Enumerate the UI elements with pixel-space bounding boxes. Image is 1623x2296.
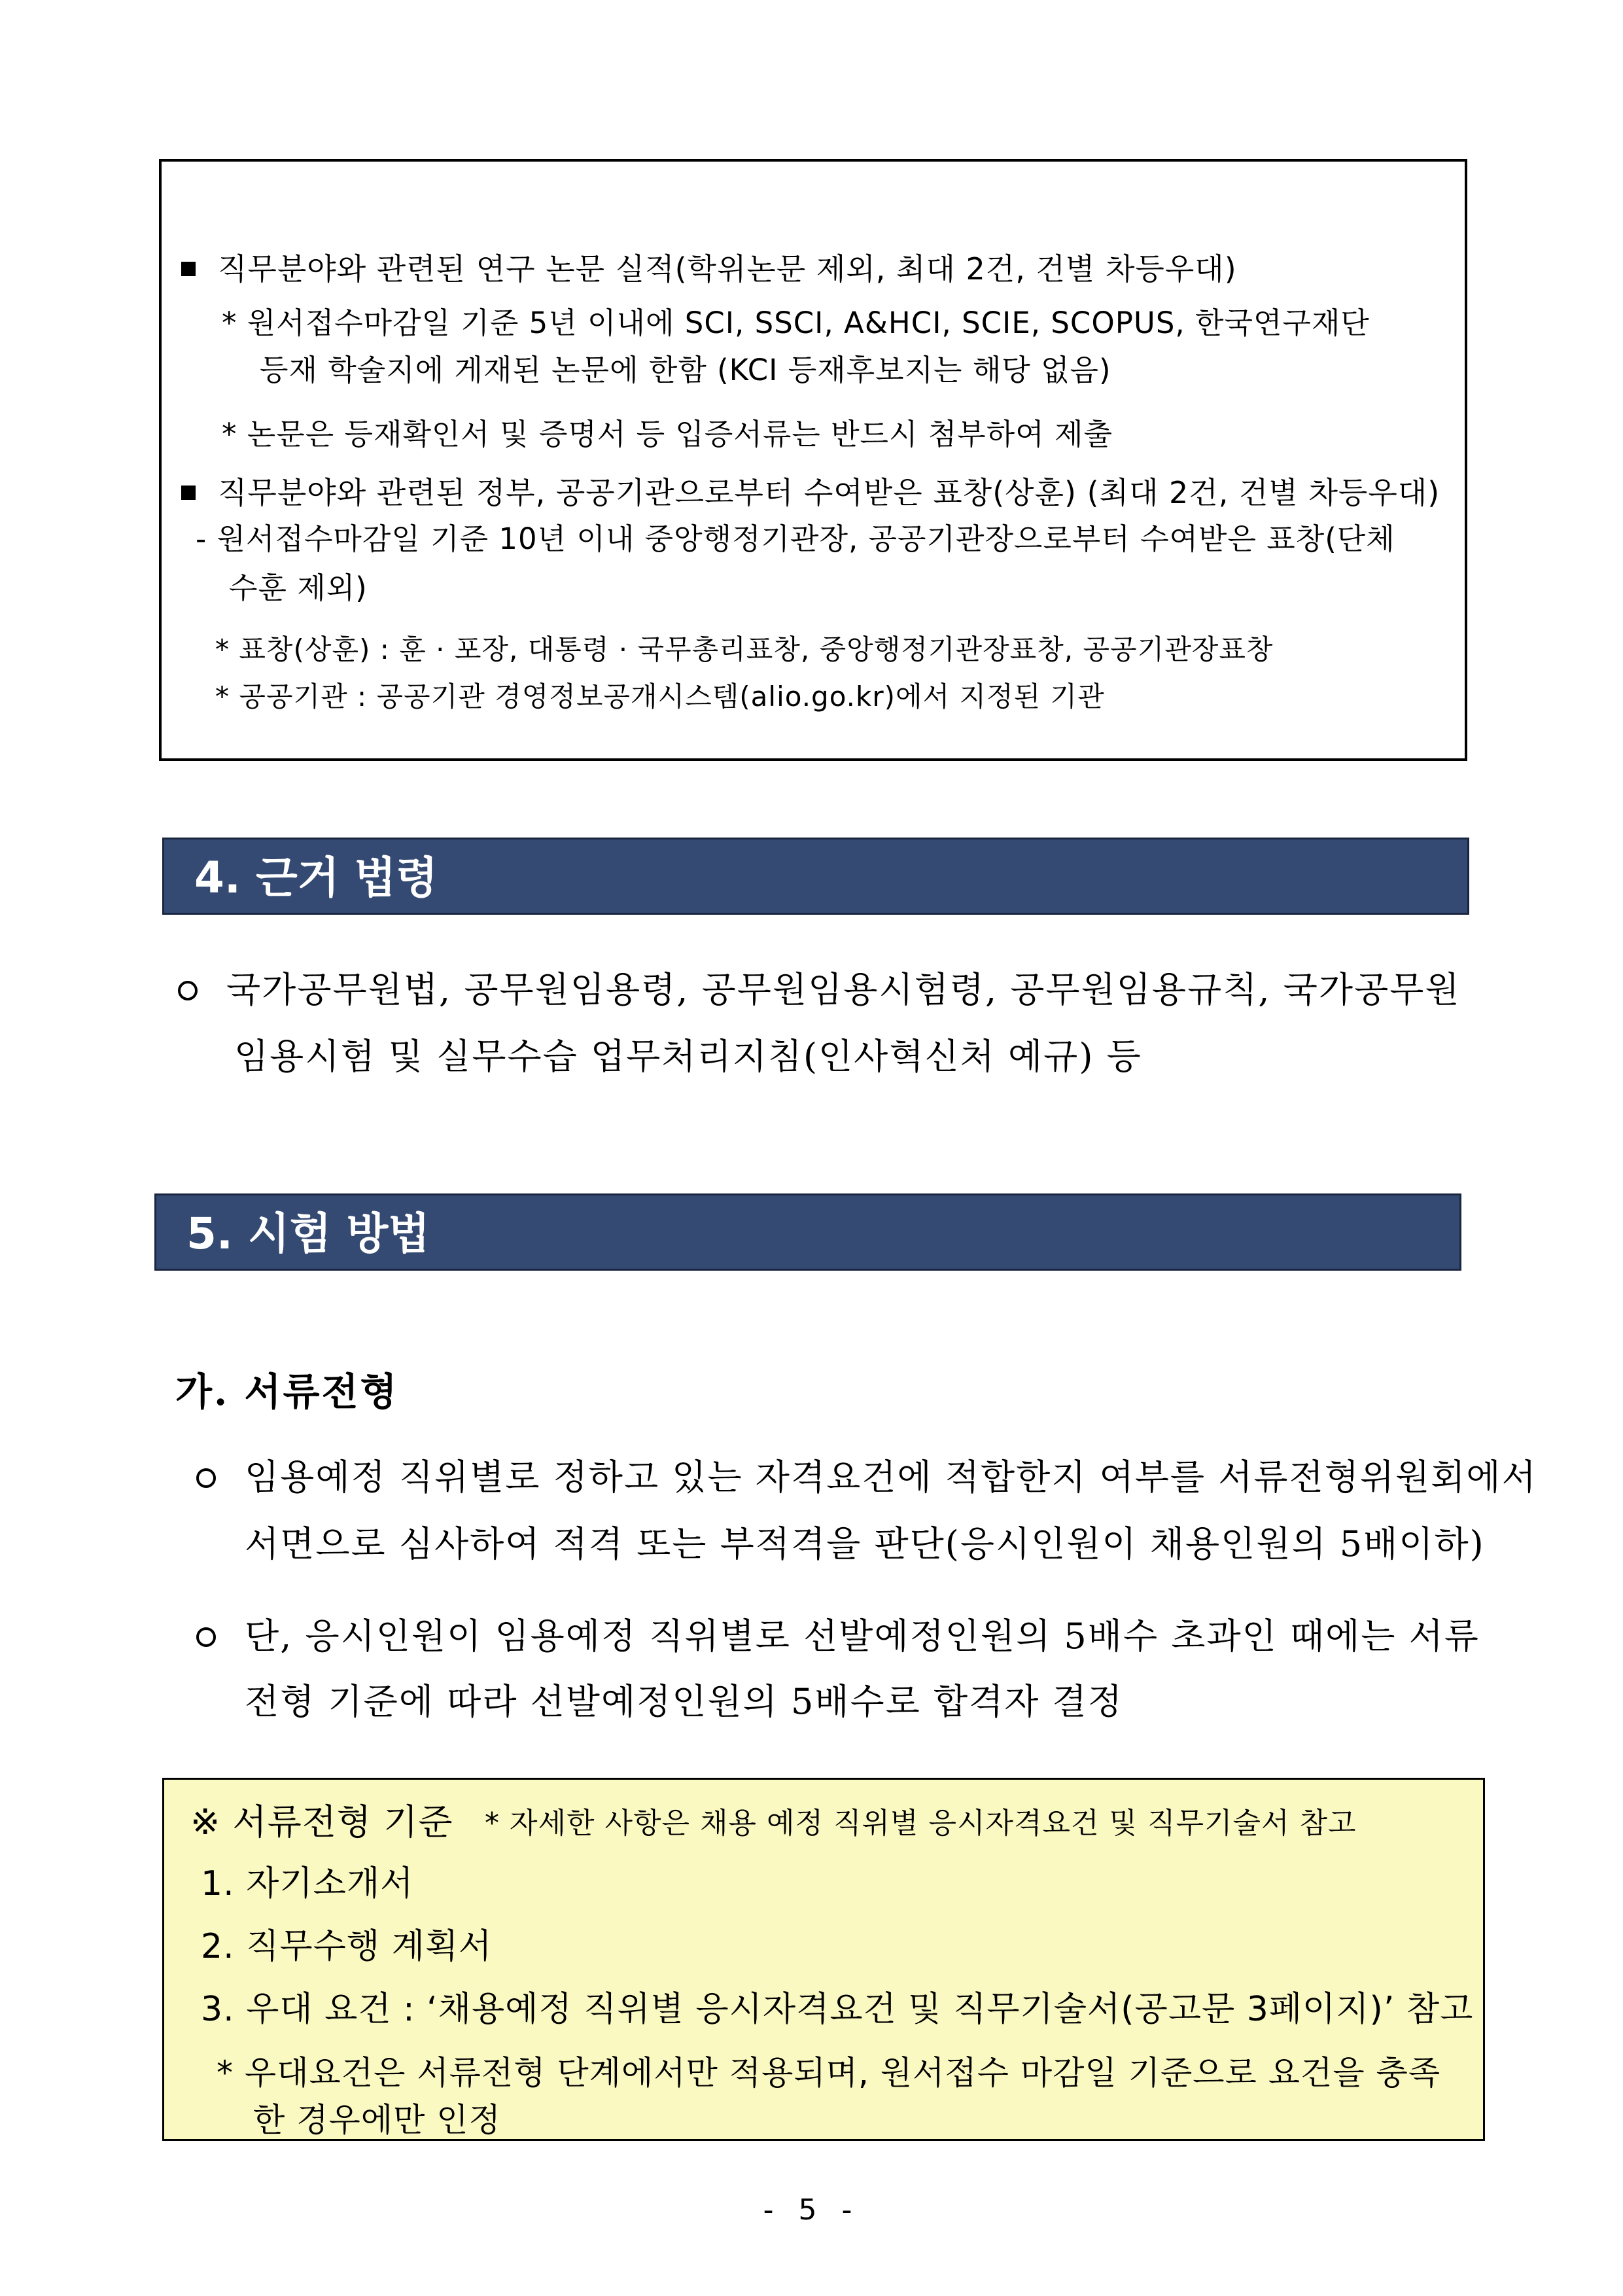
section-5-header [154, 1193, 1461, 1271]
bullet-text: 직무분야와 관련된 연구 논문 실적(학위논문 제외, 최대 2건, 건별 차등우대) [218, 251, 1237, 287]
bullet-awards [181, 469, 1440, 512]
note-award-types: * 표창(상훈) : 훈 · 포장, 대통령 · 국무총리표창, 중앙행정기관장표창, 공공기관장표창 [215, 633, 1274, 665]
circle-bullet-icon [196, 1468, 216, 1488]
section-4-header [162, 838, 1469, 915]
section-4-title: 4. 근거 법령 [194, 853, 438, 903]
paragraph-2-line2: 전형 기준에 따라 선발예정인원의 5배수로 합격자 결정 [245, 1681, 1123, 1722]
note-paper-journals-line2: 등재 학술지에 게재된 논문에 한함 (KCI 등재후보지는 해당 없음) [260, 353, 1111, 387]
section-5-title: 5. 시험 방법 [186, 1209, 430, 1259]
note-paper-journals-line1: * 원서접수마감일 기준 5년 이내에 SCI, SSCI, A&HCI, SCIE, SCOPUS, 한국연구재단 [222, 306, 1370, 340]
criteria-note-line2: 한 경우에만 인정 [253, 2101, 501, 2139]
square-bullet-icon [181, 486, 196, 500]
paragraph-2-line1: 단, 응시인원이 임용예정 직위별로 선발예정인원의 5배수 초과인 때에는 서류 [245, 1616, 1480, 1657]
preference-criteria-box [159, 159, 1467, 761]
bullet-text: 직무분야와 관련된 정부, 공공기관으로부터 수여받은 표창(상훈) (최대 2건, 건별 차등우대) [218, 475, 1440, 510]
section-4-line2: 임용시험 및 실무수습 업무처리지침(인사혁신처 예규) 등 [234, 1036, 1142, 1077]
criteria-heading-note: * 자세한 사항은 채용 예정 직위별 응시자격요건 및 직무기술서 참고 [485, 1807, 1357, 1840]
circle-bullet-icon [178, 981, 198, 1000]
screening-paragraph-1 [196, 1449, 1537, 1500]
square-bullet-icon [181, 262, 196, 276]
criteria-item-3: 3. 우대 요건 : ‘채용예정 직위별 응시자격요건 및 직무기술서(공고문 3페이지)’ 참고 [201, 1990, 1474, 2029]
criteria-heading: ※ 서류전형 기준 [190, 1801, 453, 1843]
paragraph-1-line2: 서면으로 심사하여 적격 또는 부적격을 판단(응시인원이 채용인원의 5배이하) [245, 1523, 1485, 1564]
criteria-note-line1: * 우대요건은 서류전형 단계에서만 적용되며, 원서접수 마감일 기준으로 요건을 충족 [217, 2054, 1441, 2092]
page-number: - 5 - [763, 2193, 860, 2227]
note-proof-documents: * 논문은 등재확인서 및 증명서 등 입증서류는 반드시 첨부하여 제출 [222, 417, 1113, 451]
paragraph-1-line1: 임용예정 직위별로 정하고 있는 자격요건에 적합한지 여부를 서류전형위원회에서 [245, 1457, 1537, 1498]
bullet-research-papers [181, 245, 1237, 289]
criteria-item-1: 1. 자기소개서 [201, 1864, 414, 1903]
circle-bullet-icon [196, 1627, 216, 1647]
section-4-line1: 국가공무원법, 공무원임용령, 공무원임용시험령, 공무원임용규칙, 국가공무원 [226, 969, 1461, 1010]
awards-detail-line2: 수훈 제외) [229, 571, 368, 605]
section-4-paragraph [178, 962, 1461, 1012]
criteria-item-2: 2. 직무수행 계획서 [201, 1927, 493, 1966]
awards-detail-line1: - 원서접수마감일 기준 10년 이내 중앙행정기관장, 공공기관장으로부터 수여받은 표창(단체 [196, 521, 1395, 556]
screening-criteria-box [162, 1778, 1485, 2141]
note-public-institutions: * 공공기관 : 공공기관 경영정보공개시스템(alio.go.kr)에서 지정된 기관 [215, 680, 1105, 713]
screening-paragraph-2 [196, 1608, 1480, 1659]
subsection-document-screening: 가. 서류전형 [175, 1369, 399, 1414]
